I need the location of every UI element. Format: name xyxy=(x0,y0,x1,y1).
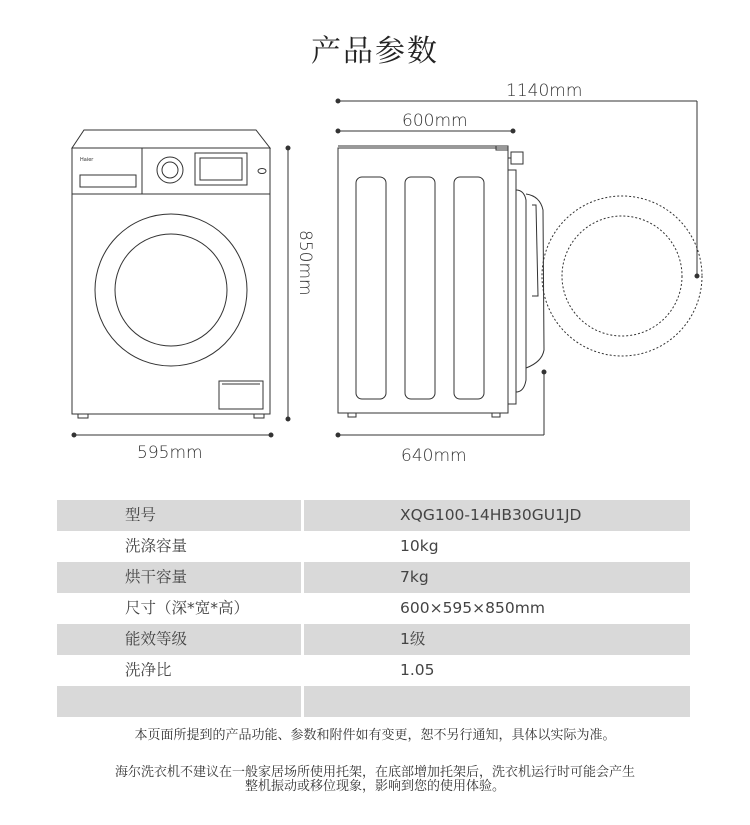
door-open-sweep xyxy=(542,196,702,356)
front-door-inner xyxy=(115,234,227,346)
height-label: 850mm xyxy=(295,230,315,296)
height-dimension-line xyxy=(286,146,290,421)
spec-value: XQG100-14HB30GU1JD xyxy=(304,500,690,531)
spec-value: 7kg xyxy=(304,562,690,593)
control-knob-outer xyxy=(157,157,183,183)
depth-body-label: 600mm xyxy=(402,111,468,131)
spec-row-wash-capacity xyxy=(57,531,690,562)
side-foot-right xyxy=(492,413,500,417)
bracket-warning-line-1: 海尔洗衣机不建议在一般家居场所使用托架，在底部增加托架后，洗衣机运行时可能会产生 xyxy=(114,765,635,780)
side-panel-3 xyxy=(454,177,484,399)
width-dimension-line xyxy=(72,433,273,437)
spec-value xyxy=(304,686,690,717)
spec-row-size xyxy=(57,593,690,624)
spec-value: 1.05 xyxy=(400,661,435,679)
width-label: 595mm xyxy=(137,443,203,463)
spec-row-model xyxy=(57,500,690,531)
spec-key xyxy=(57,686,301,717)
side-body xyxy=(338,148,508,413)
side-foot-left xyxy=(348,413,356,417)
spec-row-wash-ratio xyxy=(57,655,690,686)
side-panel-1 xyxy=(356,177,386,399)
spec-row-dry-capacity xyxy=(57,562,690,593)
spec-key: 型号 xyxy=(57,500,301,531)
spec-key: 洗净比 xyxy=(125,661,172,679)
spec-key: 能效等级 xyxy=(57,624,301,655)
control-knob-inner xyxy=(162,162,178,178)
side-view xyxy=(338,146,544,417)
spec-row-energy-grade xyxy=(57,624,690,655)
side-panel-2 xyxy=(405,177,435,399)
spec-value: 1级 xyxy=(304,624,690,655)
spec-key: 烘干容量 xyxy=(57,562,301,593)
front-foot-right xyxy=(254,414,264,418)
front-top-lid xyxy=(72,130,270,148)
spec-row-empty xyxy=(57,686,690,717)
spec-key: 洗涤容量 xyxy=(125,537,188,555)
power-button-icon xyxy=(258,169,266,174)
spec-value: 10kg xyxy=(400,537,439,555)
front-door-outer xyxy=(95,214,247,366)
depth-with-door-dimension-line xyxy=(336,99,699,278)
disclaimer-note: 本页面所提到的产品功能、参数和附件如有变更，恕不另行通知，具体以实际为准。 xyxy=(134,728,616,743)
spec-table xyxy=(57,500,690,717)
front-foot-left xyxy=(78,414,88,418)
front-body xyxy=(72,148,270,414)
filter-cover xyxy=(219,381,263,409)
front-view xyxy=(72,130,270,418)
spec-value: 600×595×850mm xyxy=(400,599,545,617)
spec-key: 尺寸（深*宽*高） xyxy=(125,599,250,617)
page-title: 产品参数 xyxy=(311,34,439,69)
depth-with-door-label: 1140mm xyxy=(506,81,583,101)
brand-logo: Haier xyxy=(80,157,94,163)
depth-total-label: 640mm xyxy=(401,446,467,466)
detergent-drawer xyxy=(80,175,136,187)
door-side-profile xyxy=(526,194,544,368)
hose-connector xyxy=(511,152,523,164)
bracket-warning-note xyxy=(0,766,750,794)
bracket-warning-line-2: 整机振动或移位现象，影响到您的使用体验。 xyxy=(244,779,505,794)
